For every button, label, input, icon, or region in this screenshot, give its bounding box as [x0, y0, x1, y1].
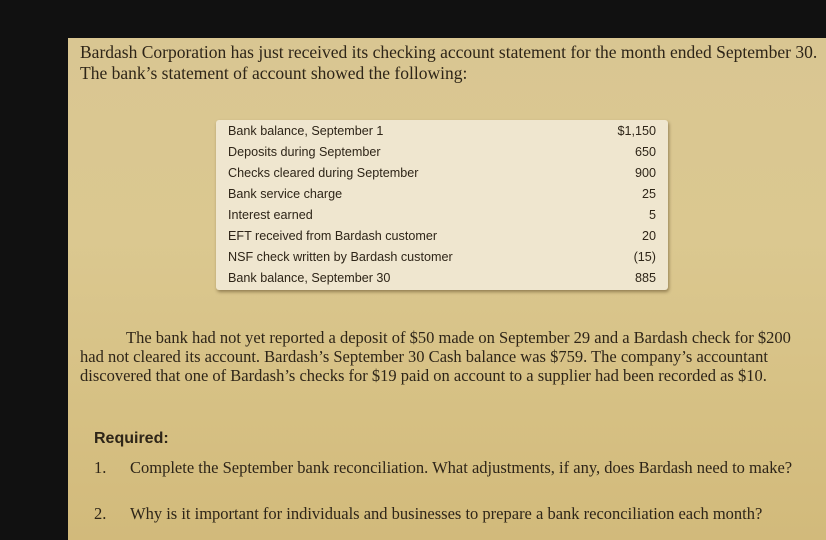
- statement-row: [228, 229, 656, 249]
- statement-row: [228, 271, 656, 291]
- statement-row: [228, 187, 656, 207]
- statement-row-label: Checks cleared during September: [228, 166, 419, 180]
- statement-row-label: Bank balance, September 1: [228, 124, 384, 138]
- statement-row-value: 650: [634, 145, 656, 159]
- statement-row-label: NSF check written by Bardash customer: [228, 250, 453, 264]
- statement-row: [228, 166, 656, 186]
- question-number: 2.: [94, 504, 107, 523]
- statement-row-value: 20: [641, 229, 656, 243]
- statement-row-label: Bank service charge: [228, 187, 343, 201]
- question-text: Why is it important for individuals and businesses to prepare a bank reconciliation each month?: [130, 504, 763, 523]
- statement-row-value: 25: [641, 187, 656, 201]
- bank-statement-table: [216, 120, 668, 290]
- statement-row-value: $1,150: [617, 124, 656, 138]
- question-text: Complete the September bank reconciliation. What adjustments, if any, does Bardash need to make?: [130, 458, 793, 477]
- intro-paragraph: Bardash Corporation has just received its checking account statement for the month ended September 30. The bank’s statement of account showed the following:: [80, 42, 818, 83]
- statement-row-value: 5: [648, 208, 656, 222]
- statement-row-value: (15): [633, 250, 656, 264]
- statement-row: [228, 250, 656, 270]
- textbook-page: [68, 38, 826, 540]
- statement-row-label: Deposits during September: [228, 145, 381, 159]
- question-number: 1.: [94, 458, 107, 477]
- statement-row-label: Bank balance, September 30: [228, 271, 391, 285]
- statement-row-label: Interest earned: [228, 208, 313, 222]
- required-heading: Required:: [94, 430, 169, 447]
- problem-paragraph: The bank had not yet reported a deposit of $50 made on September 29 and a Bardash check for $200 had not cleared its account. Bardash’s September 30 Cash balance was $759. The company’s accountant discovered that one of Bardash’s checks for $19 paid on account to a supplier had been recorded as $10.: [80, 328, 791, 385]
- statement-row: [228, 145, 656, 165]
- statement-row-value: 900: [634, 166, 656, 180]
- statement-row-value: 885: [634, 271, 656, 285]
- statement-row-label: EFT received from Bardash customer: [228, 229, 438, 243]
- statement-row: [228, 124, 656, 144]
- statement-row: [228, 208, 656, 228]
